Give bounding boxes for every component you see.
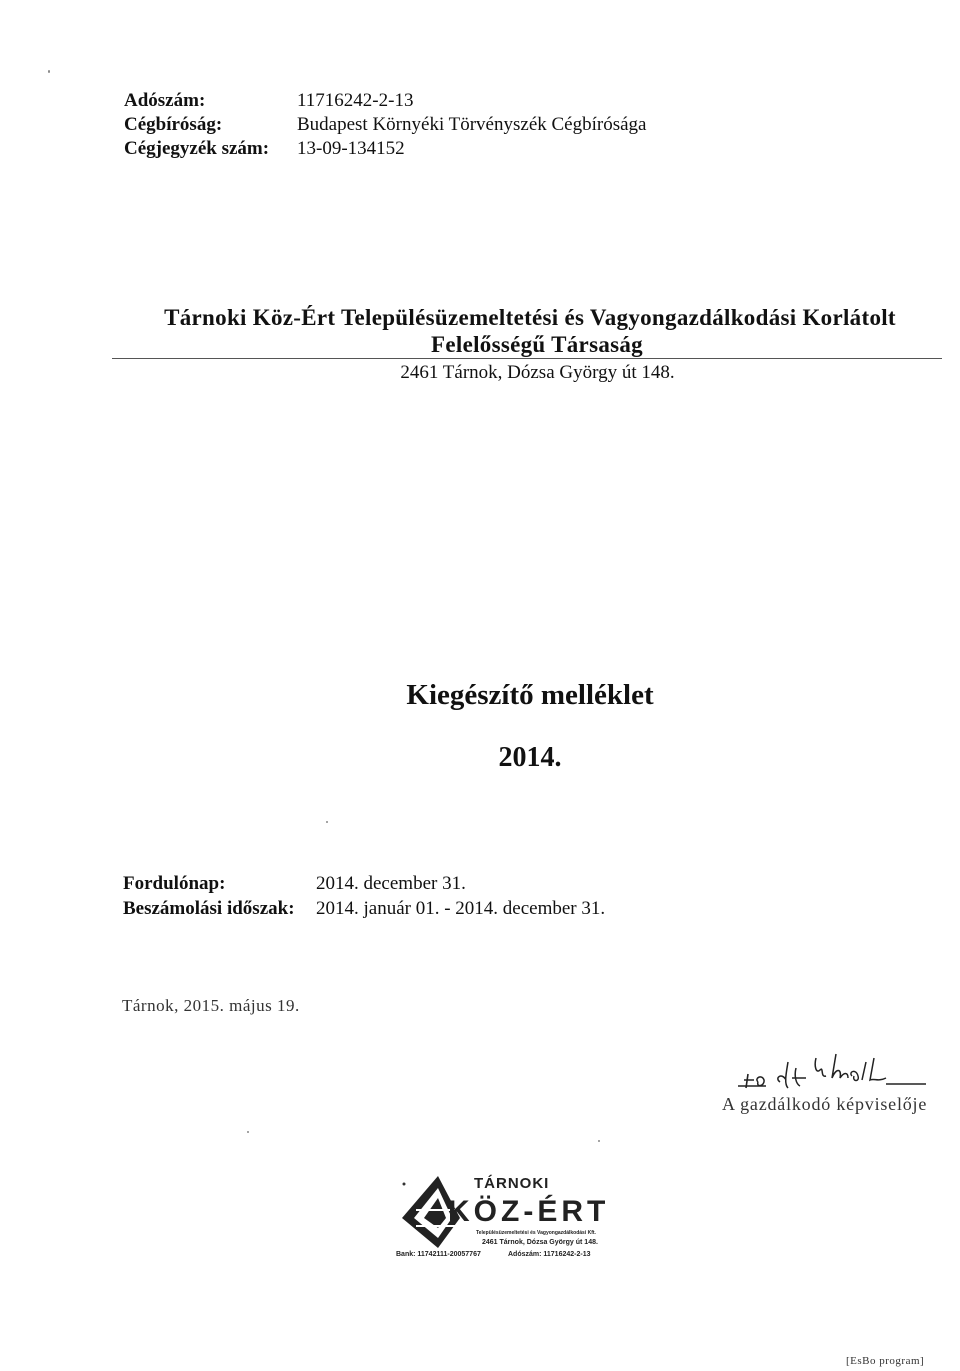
company-address: 2461 Tárnok, Dózsa György út 148. [400, 362, 675, 383]
stamp-line3: Településüzemeltetési és Vagyongazdálkodási Kft. [476, 1230, 596, 1236]
representative-label: A gazdálkodó képviselője [722, 1094, 928, 1114]
closing-date-value: 2014. december 31. [316, 873, 466, 894]
scan-speck [326, 821, 328, 823]
document-title: Kiegészítő melléklet [406, 679, 654, 711]
scan-speck [48, 70, 50, 73]
court-value: Budapest Környéki Törvényszék Cégbírósága [297, 114, 647, 135]
tax-number-value: 11716242-2-13 [297, 90, 414, 111]
registry-value: 13-09-134152 [297, 138, 405, 159]
court-label: Cégbíróság: [124, 114, 223, 135]
stamp-line2: KÖZ-ÉRT [448, 1195, 610, 1228]
document-year: 2014. [498, 742, 562, 773]
company-name-line1: Tárnoki Köz-Ért Településüzemeltetési és Vagyongazdálkodási Korlátolt [164, 305, 896, 330]
company-name-line2: Felelősségű Társaság [431, 332, 643, 357]
scan-speck [598, 1140, 600, 1142]
stamp-line1: TÁRNOKI [474, 1175, 550, 1192]
registry-label: Cégjegyzék szám: [124, 138, 270, 159]
company-stamp [396, 1170, 628, 1270]
period-label: Beszámolási időszak: [123, 898, 295, 919]
footer-program: [EsBo program] [846, 1355, 925, 1367]
tax-number-label: Adószám: [124, 90, 206, 111]
signature-scribble [736, 1048, 936, 1098]
stamp-tax: Adószám: 11716242-2-13 [508, 1251, 591, 1258]
company-divider [112, 358, 942, 359]
closing-date-label: Fordulónap: [123, 873, 226, 894]
stamp-line4: 2461 Tárnok, Dózsa György út 148. [482, 1239, 598, 1246]
place-date: Tárnok, 2015. május 19. [122, 996, 300, 1015]
stamp-bank: Bank: 11742111-20057767 [396, 1251, 481, 1258]
scan-speck [247, 1131, 249, 1133]
period-value: 2014. január 01. - 2014. december 31. [316, 898, 606, 919]
handwritten-signature [736, 1048, 936, 1098]
